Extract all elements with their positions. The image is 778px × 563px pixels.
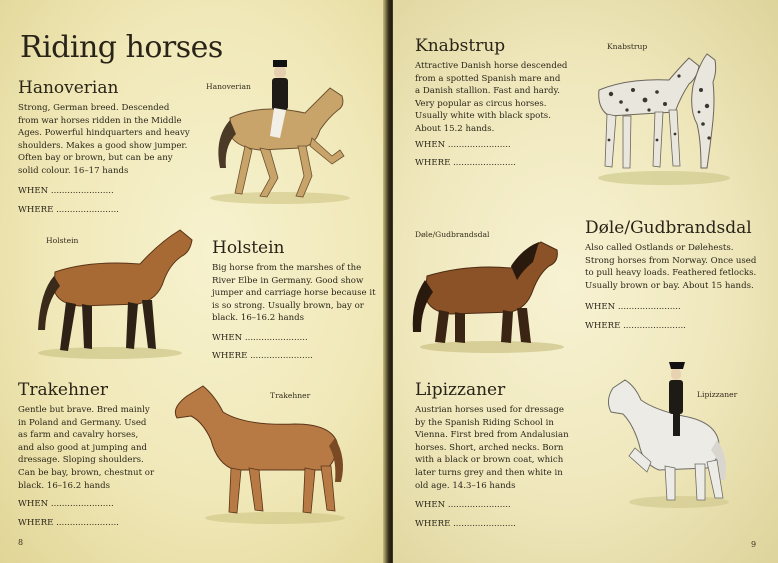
holstein-caption: Holstein	[46, 236, 79, 245]
right-page	[393, 0, 778, 563]
lipizzaner-illustration	[599, 352, 739, 512]
trakehner-heading: Trakehner	[18, 380, 109, 400]
trakehner-description: Gentle but brave. Bred mainly in Poland and Germany. Used as farm and cavalry horses, and also good at jumping and dressage. Sloping shoulders. Can be bay, brown, chestnut or black. 16–16.2 hands	[18, 405, 155, 491]
holstein-where-field[interactable]: WHERE .......................	[212, 351, 313, 361]
dole-illustration	[407, 236, 577, 356]
left-page	[0, 0, 387, 563]
dole-where-field[interactable]: WHERE .......................	[585, 321, 686, 331]
hanoverian-illustration	[200, 58, 360, 208]
trakehner-when-field[interactable]: WHEN .......................	[18, 499, 114, 509]
trakehner-caption: Trakehner	[270, 391, 311, 400]
dole-heading: Døle/Gudbrandsdal	[585, 218, 752, 238]
trakehner-illustration	[165, 378, 355, 528]
holstein-illustration	[30, 222, 200, 362]
knabstrup-caption: Knabstrup	[607, 42, 648, 51]
knabstrup-where-field[interactable]: WHERE .......................	[415, 158, 516, 168]
trakehner-where-field[interactable]: WHERE .......................	[18, 518, 119, 528]
lipizzaner-where-field[interactable]: WHERE .......................	[415, 519, 516, 529]
lipizzaner-heading: Lipizzaner	[415, 380, 506, 400]
page-number-right: 9	[751, 540, 757, 549]
holstein-heading: Holstein	[212, 238, 285, 258]
hanoverian-description: Strong, German breed. Descended from war horses ridden in the Middle Ages. Powerful hindquarters and heavy shoulders. Makes a good show jumper. Often bay or brown, but can be any solid colour. 16–17 hands	[18, 103, 190, 176]
hanoverian-when-field[interactable]: WHEN .......................	[18, 186, 114, 196]
holstein-description: Big horse from the marshes of the River Elbe in Germany. Good show jumper and carriage horse because it is so strong. Usually brown, bay or black. 16–16.2 hands	[212, 263, 376, 324]
hanoverian-where-field[interactable]: WHERE .......................	[18, 205, 119, 215]
dole-description: Also called Ostlands or Dølehests. Strong horses from Norway. Once used to pull heavy loads. Feathered fetlocks. Usually brown or bay. About 15 hands.	[585, 243, 757, 291]
page-title: Riding horses	[20, 30, 223, 65]
holstein-when-field[interactable]: WHEN .......................	[212, 333, 308, 343]
lipizzaner-when-field[interactable]: WHEN .......................	[415, 500, 511, 510]
lipizzaner-description: Austrian horses used for dressage by the Spanish Riding School in Vienna. First bred from Andalusian horses. Short, arched necks. Born with a black or brown coat, which later turns grey and then white in old age. 14.3–16 hands	[415, 405, 569, 491]
knabstrup-illustration	[589, 50, 739, 190]
hanoverian-heading: Hanoverian	[18, 78, 119, 98]
hanoverian-caption: Hanoverian	[206, 82, 251, 91]
page-number-left: 8	[18, 538, 24, 547]
dole-when-field[interactable]: WHEN .......................	[585, 302, 681, 312]
knabstrup-description: Attractive Danish horse descended from a spotted Spanish mare and a Danish stallion. Fast and hardy. Very popular as circus horses. Usually white with black spots. About 15.2 hands.	[415, 61, 568, 134]
dole-caption: Døle/Gudbrandsdal	[415, 230, 490, 239]
knabstrup-heading: Knabstrup	[415, 36, 506, 56]
knabstrup-when-field[interactable]: WHEN .......................	[415, 140, 511, 150]
lipizzaner-caption: Lipizzaner	[697, 390, 738, 399]
